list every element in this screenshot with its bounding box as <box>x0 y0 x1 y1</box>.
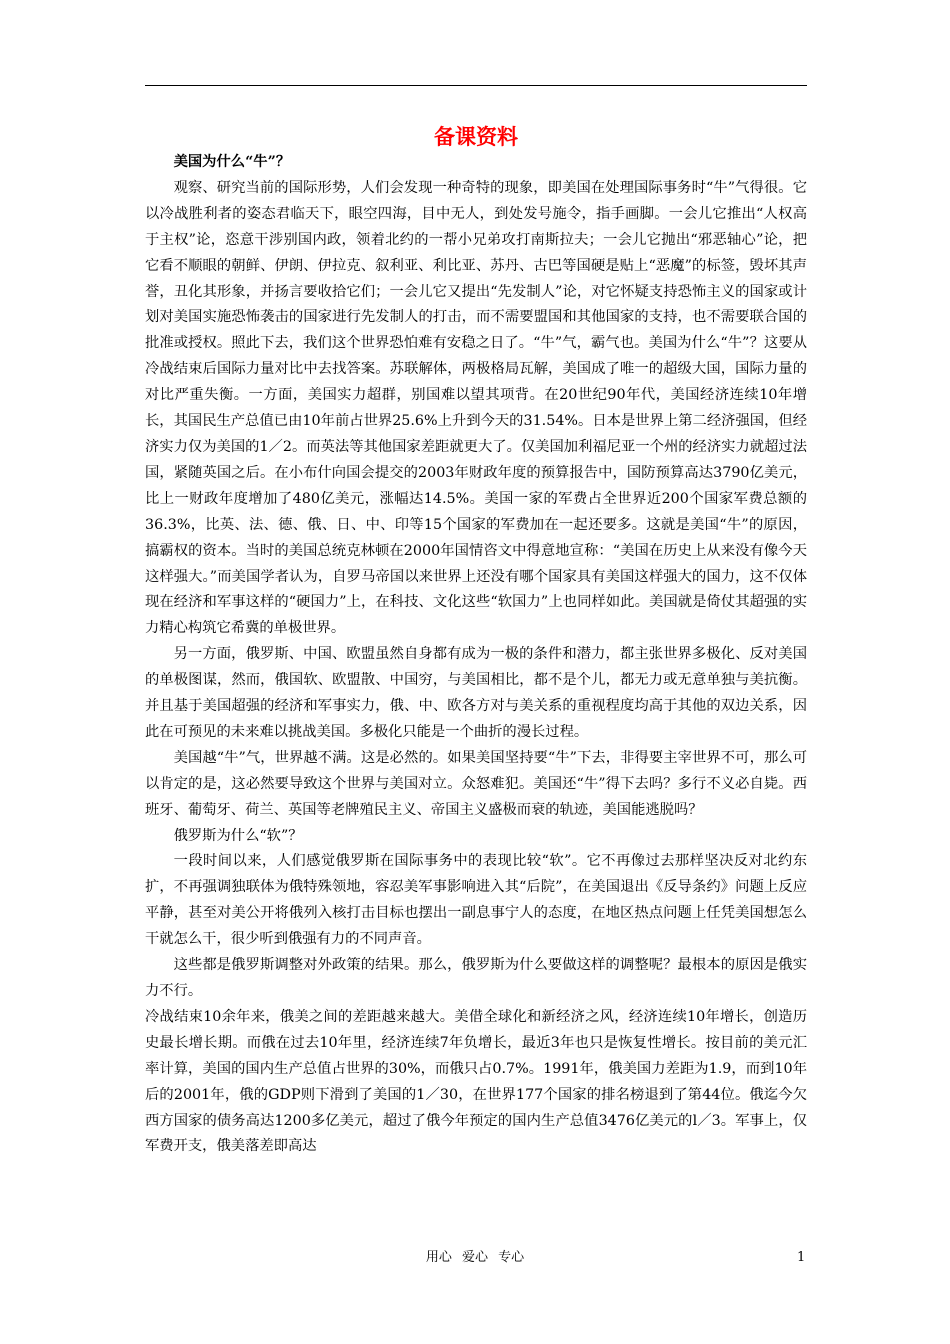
document-body <box>145 150 807 1160</box>
paragraph: 这些都是俄罗斯调整对外政策的结果。那么，俄罗斯为什么要做这样的调整呢？最根本的原因是俄实力不行。 <box>145 957 807 999</box>
paragraph: 一段时间以来，人们感觉俄罗斯在国际事务中的表现比较“软”。它不再像过去那样坚决反对北约东扩，不再强调独联体为俄特殊领地，容忍美军事影响进入其“后院”，在美国退出《反导条约》问题上反应平静，甚至对美公开将俄列入核打击目标也摆出一副息事宁人的态度，在地区热点问题上任凭美国想怎么干就怎么干，很少听到俄强有力的不同声音。 <box>145 853 807 948</box>
header-rule <box>145 85 807 86</box>
page-number: 1 <box>797 1250 806 1265</box>
paragraph: 另一方面，俄罗斯、中国、欧盟虽然自身都有成为一极的条件和潜力，都主张世界多极化、反对美国的单极图谋，然而，俄国软、欧盟散、中国穷，与美国相比，都不是个儿，都无力或无意单独与美抗衡。并且基于美国超强的经济和军事实力，俄、中、欧各方对与美关系的重视程度均高于其他的双边关系，因此在可预见的未来难以挑战美国。多极化只能是一个曲折的漫长过程。 <box>145 646 807 740</box>
heading-russia: 俄罗斯为什么“软”？ <box>173 827 303 844</box>
footer-motto: 用心 爱心 专心 <box>425 1250 525 1265</box>
heading-usa: 美国为什么“牛”？ <box>173 154 291 170</box>
paragraph: 冷战结束10余年来，俄美之间的差距越来越大。美借全球化和新经济之风，经济连续10年增长，创造历史最长增长期。而俄在过去10年里，经济连续7年负增长，最近3年也只是恢复性增长。按目前的美元汇率计算，美国的国内生产总值占世界的30%，而俄只占0.7%。1991年，俄美国力差距为1.9，而到10年后的2001年，俄的GDP则下滑到了美国的1／30，在世界177个国家的排名榜退到了第44位。俄迄今欠西方国家的债务高达1200多亿美元，超过了俄今年预定的国内生产总值3476亿美元的l／3。军事上，仅军费开支，俄美落差即高达 <box>145 1008 807 1155</box>
page-title: 备课资料 <box>434 124 518 149</box>
paragraph: 美国越“牛”气，世界越不满。这是必然的。如果美国坚持要“牛”下去，非得要主宰世界不可，那么可以肯定的是，这必然要导致这个世界与美国对立。众怒难犯。美国还“牛”得下去吗？多行不义必自毙。西班牙、葡萄牙、荷兰、英国等老牌殖民主义、帝国主义盛极而衰的轨迹，美国能逃脱吗？ <box>145 749 807 818</box>
paragraph: 观察、研究当前的国际形势，人们会发现一种奇特的现象，即美国在处理国际事务时“牛”气得很。它以冷战胜利者的姿态君临天下，眼空四海，目中无人，到处发号施令，指手画脚。一会儿它推出“人权高于主权”论，恣意干涉别国内政，领着北约的一帮小兄弟攻打南斯拉夫；一会儿它抛出“邪恶轴心”论，把它看不顺眼的朝鲜、伊朗、伊拉克、叙利亚、利比亚、苏丹、古巴等国硬是贴上“恶魔”的标签，毁坏其声誉，丑化其形象，并扬言要收拾它们；一会儿它又提出“先发制人”论，对它怀疑支持恐怖主义的国家或计划对美国实施恐怖袭击的国家进行先发制人的打击，而不需要盟国和其他国家的支持，也不需要联合国的批准或授权。照此下去，我们这个世界恐怕难有安稳之日了。“牛”气，霸气也。美国为什么“牛”？这要从冷战结束后国际力量对比中去找答案。苏联解体，两极格局瓦解，美国成了唯一的超级大国，国际力量的对比严重失衡。一方面，美国实力超群，别国难以望其项背。在20世纪90年代，美国经济连续10年增长，其国民生产总值已由10年前占世界25.6%上升到今天的31.54%。日本是世界上第二经济强国，但经济实力仅为美国的1／2。而英法等其他国家差距就更大了。仅美国加利福尼亚一个州的经济实力就超过法国，紧随英国之后。在小布什向国会提交的2003年财政年度的预算报告中，国防预算高达3790亿美元，比上一财政年度增加了480亿美元，涨幅达14.5%。美国一家的军费占全世界近200个国家军费总额的36.3%，比英、法、德、俄、日、中、印等15个国家的军费加在一起还要多。这就是美国“牛”的原因，搞霸权的资本。当时的美国总统克林顿在2000年国情咨文中得意地宣称：“美国在历史上从来没有像今天这样强大。”而美国学者认为，自罗马帝国以来世界上还没有哪个国家具有美国这样强大的国力，这不仅体现在经济和军事这样的“硬国力”上，在科技、文化这些“软国力”上也同样如此。美国就是倚仗其超强的实力精心构筑它希冀的单极世界。 <box>145 179 807 637</box>
